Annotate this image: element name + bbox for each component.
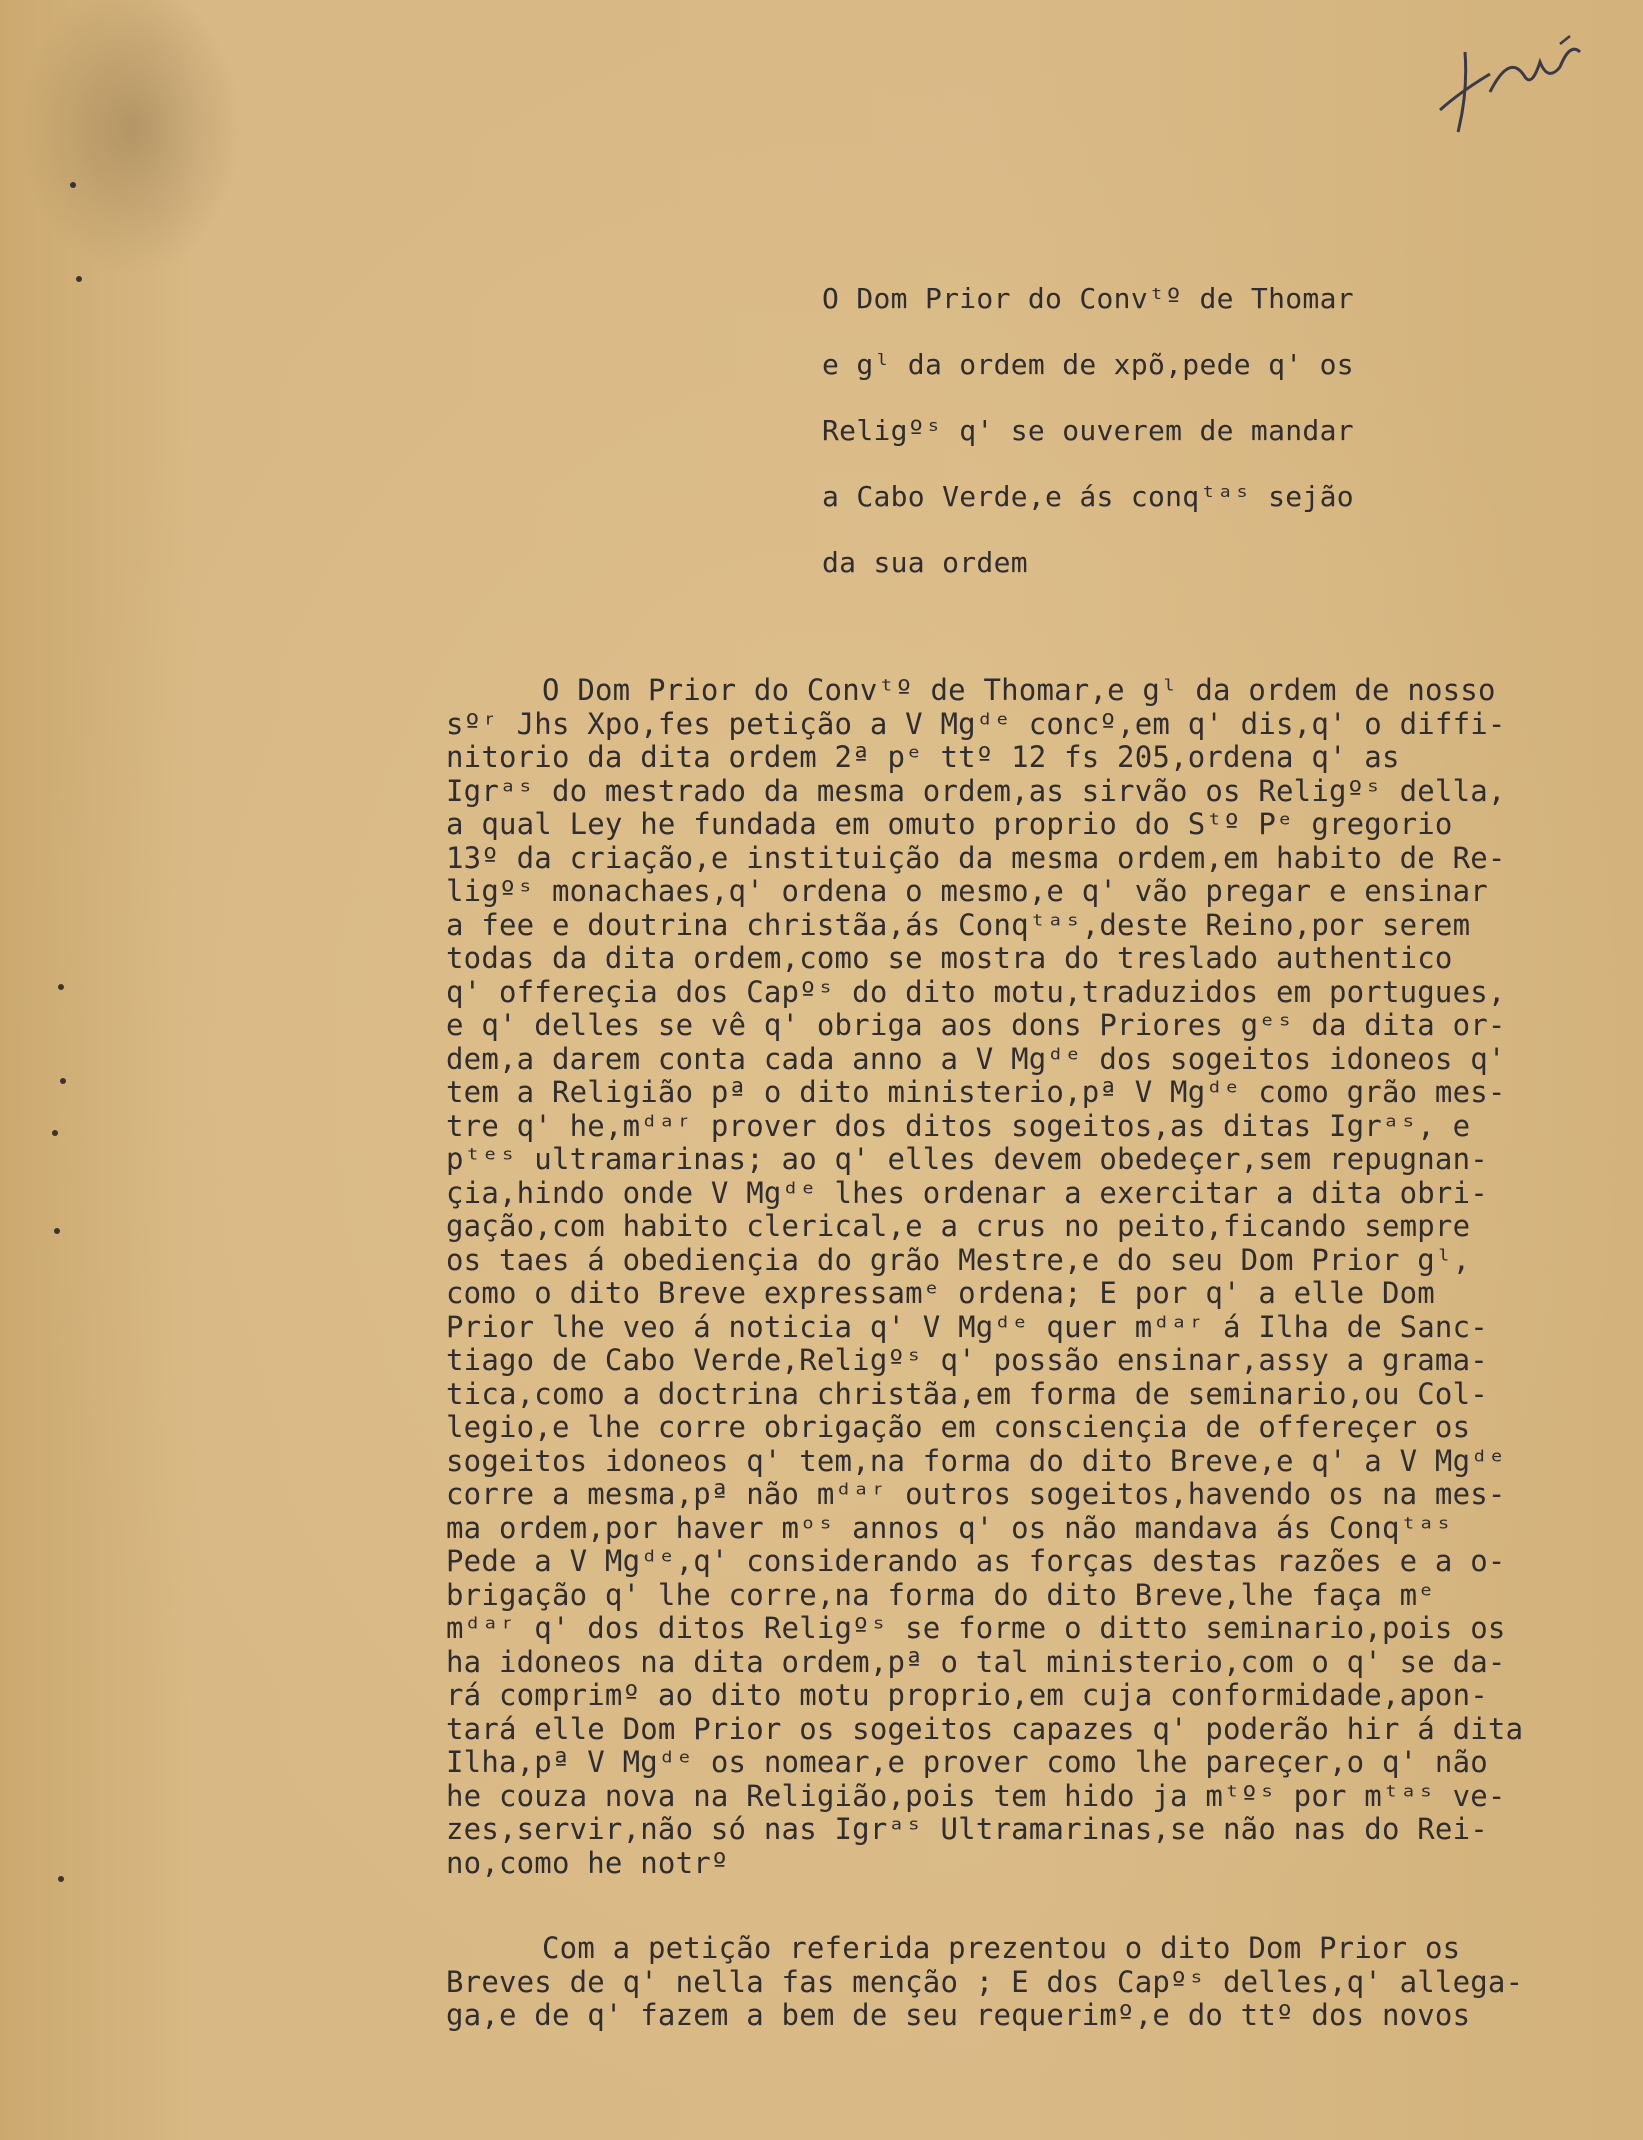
- body-line: Ilha,pª V Mgᵈᵉ os nomear,e prover como lhe pareçer,o q' não: [446, 1745, 1488, 1779]
- summary-line: a Cabo Verde,e ás conqᵗᵃˢ sejão: [822, 480, 1354, 513]
- body-line: çia,hindo onde V Mgᵈᵉ lhes ordenar a exercitar a dita obri-: [446, 1175, 1488, 1210]
- handwritten-annotation: [1420, 22, 1600, 142]
- body-line: corre a mesma,pª não mᵈᵃʳ outros sogeitos,havendo os na mes-: [446, 1477, 1506, 1511]
- body-line: tre q' he,mᵈᵃʳ prover dos ditos sogeitos,as ditas Igrᵃˢ, e: [446, 1108, 1471, 1143]
- body-line: legio,e lhe corre obrigação em consciençia de offereçer os: [446, 1410, 1471, 1444]
- body-line: Prior lhe veo á noticia q' V Mgᵈᵉ quer mᵈᵃʳ á Ilha de Sanc-: [446, 1309, 1488, 1344]
- body-line: Com a petição referida prezentou o dito Dom Prior os: [542, 1931, 1461, 1965]
- summary-line: da sua ordem: [822, 546, 1028, 579]
- body-line: tará elle Dom Prior os sogeitos capazes q' poderão hir á dita: [446, 1711, 1524, 1746]
- margin-mark: [76, 276, 82, 282]
- body-line: e q' delles se vê q' obriga aos dons Priores gᵉˢ da dita or-: [446, 1008, 1506, 1042]
- body-line: tica,como a doctrina christãa,em forma de seminario,ou Col-: [446, 1376, 1488, 1411]
- body-line: no,como he notrº: [446, 1845, 729, 1880]
- summary-line: O Dom Prior do Convᵗº de Thomar: [822, 282, 1354, 315]
- summary-line: e gˡ da ordem de xpõ,pede q' os: [822, 348, 1354, 381]
- petition-summary: [822, 266, 1462, 596]
- body-line: os taes á obediençia do grão Mestre,e do seu Dom Prior gˡ,: [446, 1242, 1471, 1277]
- body-line: dem,a darem conta cada anno a V Mgᵈᵉ dos sogeitos idoneos q': [446, 1041, 1506, 1076]
- body-line: q' offereçia dos Capºˢ do dito motu,traduzidos em portugues,: [446, 974, 1506, 1009]
- body-line: a fee e doutrina christãa,ás Conqᵗᵃˢ,deste Reino,por serem: [446, 907, 1471, 942]
- margin-mark: [70, 182, 76, 188]
- body-line: a qual Ley he fundada em omuto proprio do Sᵗº Pᵉ gregorio: [446, 807, 1453, 841]
- body-line: Igrᵃˢ do mestrado da mesma ordem,as sirvão os Religºˢ della,: [446, 773, 1506, 808]
- summary-line: Religºˢ q' se ouverem de mandar: [822, 414, 1354, 447]
- margin-mark: [60, 1078, 66, 1084]
- body-line: mᵈᵃʳ q' dos ditos Religºˢ se forme o ditto seminario,pois os: [446, 1611, 1506, 1645]
- body-line: brigação q' lhe corre,na forma do dito Breve,lhe faça mᵉ: [446, 1577, 1435, 1612]
- body-line: O Dom Prior do Convᵗº de Thomar,e gˡ da ordem de nosso: [542, 673, 1496, 707]
- handwritten-signature-mark: [1420, 22, 1600, 142]
- margin-mark: [58, 1876, 64, 1882]
- margin-mark: [58, 984, 64, 990]
- body-line: sºʳ Jhs Xpo,fes petição a V Mgᵈᵉ concº,em q' dis,q' o diffi-: [446, 706, 1506, 741]
- paragraph-gap: [446, 1880, 1626, 1932]
- body-line: rá comprimº ao dito motu proprio,em cuja conformidade,apon-: [446, 1678, 1488, 1712]
- body-line: ma ordem,por haver mᵒˢ annos q' os não mandava ás Conqᵗᵃˢ: [446, 1510, 1453, 1545]
- body-line: tiago de Cabo Verde,Religºˢ q' possão ensinar,assy a grama-: [446, 1343, 1488, 1377]
- body-line: pᵗᵉˢ ultramarinas; ao q' elles devem obedeçer,sem repugnan-: [446, 1142, 1488, 1176]
- margin-mark: [54, 1228, 60, 1234]
- margin-mark: [52, 1130, 58, 1136]
- body-line: 13º da criação,e instituição da mesma ordem,em habito de Re-: [446, 840, 1506, 875]
- body-line: Pede a V Mgᵈᵉ,q' considerando as forças destas razões e a o-: [446, 1544, 1506, 1578]
- body-line: gação,com habito clerical,e a crus no peito,ficando sempre: [446, 1209, 1471, 1243]
- body-line: he couza nova na Religião,pois tem hido ja mᵗºˢ por mᵗᵃˢ ve-: [446, 1778, 1506, 1813]
- body-line: zes,servir,não só nas Igrᵃˢ Ultramarinas,se não nas do Rei-: [446, 1812, 1488, 1846]
- body-line: ga,e de q' fazem a bem de seu requerimº,e do ttº dos novos: [446, 1998, 1471, 2032]
- body-line: tem a Religião pª o dito ministerio,pª V Mgᵈᵉ como grão mes-: [446, 1075, 1506, 1109]
- body-line: ligºˢ monachaes,q' ordena o mesmo,e q' vão pregar e ensinar: [446, 874, 1488, 908]
- body-line: todas da dita ordem,como se mostra do treslado authentico: [446, 941, 1453, 975]
- body-line: sogeitos idoneos q' tem,na forma do dito Breve,e q' a V Mgᵈᵉ: [446, 1443, 1506, 1478]
- body-line: como o dito Breve expressamᵉ ordena; E por q' a elle Dom: [446, 1276, 1435, 1310]
- body-line: Breves de q' nella fas menção ; E dos Capºˢ delles,q' allega-: [446, 1964, 1524, 1999]
- body-line: ha idoneos na dita ordem,pª o tal ministerio,com o q' se da-: [446, 1644, 1506, 1679]
- body-line: nitorio da dita ordem 2ª pᵉ ttº 12 fs 205,ordena q' as: [446, 740, 1400, 774]
- document-body: [446, 674, 1626, 2033]
